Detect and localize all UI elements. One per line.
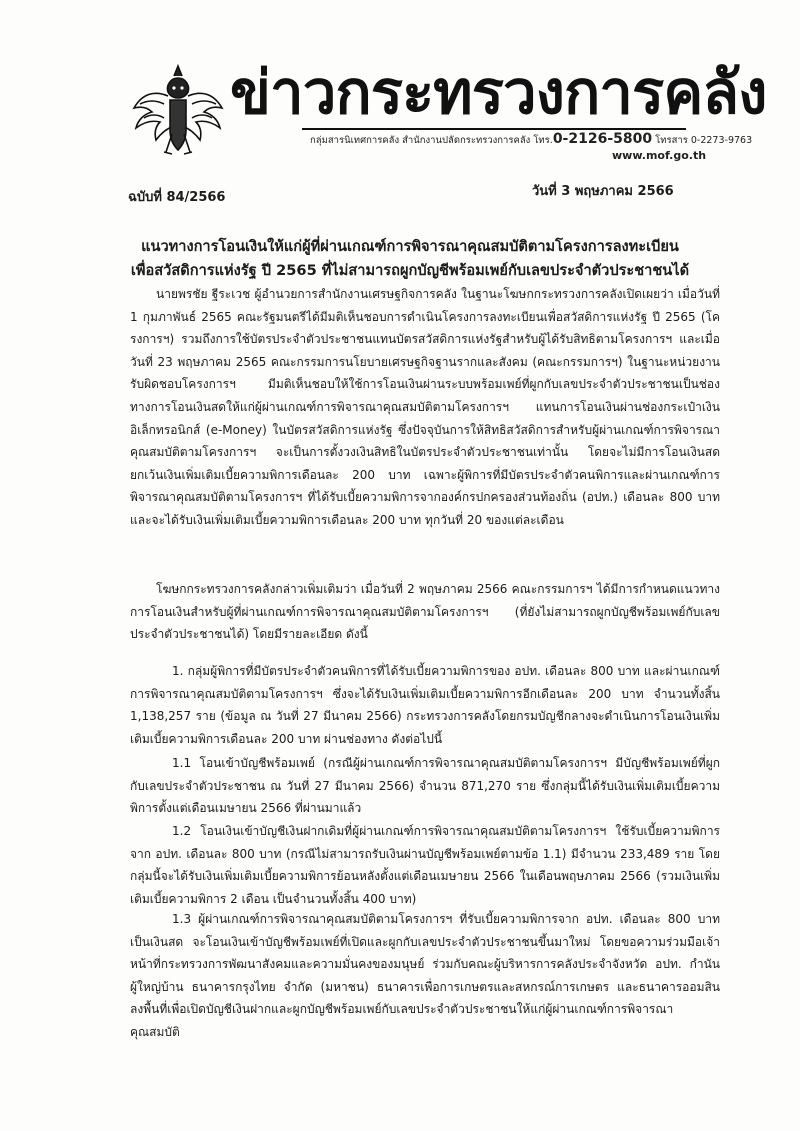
item-1-3 — [130, 908, 720, 1044]
title-line-2: เพื่อสวัสดิการแห่งรัฐ ปี 2565 ที่ไม่สามารถผูกบัญชีพร้อมเพย์กับเลขประจำตัวประชาชนได้ — [130, 262, 690, 279]
title-line-1: แนวทางการโอนเงินให้แก่ผู้ที่ผ่านเกณฑ์การพิจารณาคุณสมบัติตามโครงการลงทะเบียน — [141, 238, 679, 255]
item-1-2-text: 1.2 โอนเงินเข้าบัญชีเงินฝากเดิมที่ผู้ผ่านเกณฑ์การพิจารณาคุณสมบัติตามโครงการฯ ใช้รับเบี้ยความพิการจาก อปท. เดือนละ 800 บาท (กรณีไม่สามารถรับเงินผ่านบัญชีพร้อมเพย์ตามข้อ 1.1) มีจำนวน 233,489 ราย โดยกลุ่มนี้จะได้รับเงินเพิ่มเติมเบี้ยความพิการย้อนหลังตั้งแต่เดือนเมษายน 2566 ในเดือนพฤษภาคม 2566 (รวมเงินเพิ่มเติมเบี้ยความพิการ 2 เดือน เป็นจำนวนทั้งสิ้น 400 บาท) — [130, 824, 720, 906]
issue-date: วันที่ 3 พฤษภาคม 2566 — [532, 184, 674, 199]
issue-number: ฉบับที่ 84/2566 — [128, 190, 226, 205]
item-1-text: 1. กลุ่มผู้พิการที่มีบัตรประจำตัวคนพิการที่ได้รับเบี้ยความพิการของ อปท. เดือนละ 800 บาท และผ่านเกณฑ์การพิจารณาคุณสมบัติตามโครงการฯ ซึ่งจะได้รับเงินเพิ่มเติมเบี้ยความพิการอีกเดือนละ 200 บาท จำนวนทั้งสิ้น 1,138,257 ราย (ข้อมูล ณ วันที่ 27 มีนาคม 2566) กระทรวงการคลังโดยกรมบัญชีกลางจะดำเนินการโอนเงินเพิ่มเติมเบี้ยความพิการเดือนละ 200 บาท ผ่านช่องทาง ดังต่อไปนี้ — [130, 664, 720, 746]
paragraph-1 — [130, 283, 720, 532]
phone-number: 0-2126-5800 — [552, 131, 653, 147]
garuda-emblem-icon — [130, 60, 226, 158]
item-1-2 — [130, 820, 720, 910]
item-1 — [130, 660, 720, 750]
masthead-title: ข่าวกระทรวงการคลัง — [230, 58, 767, 128]
contact-prefix: กลุ่มสารนิเทศการคลัง สำนักงานปลัดกระทรวงการคลัง โทร. — [310, 135, 553, 146]
contact-line — [310, 131, 752, 148]
paragraph-2-text: โฆษกกระทรวงการคลังกล่าวเพิ่มเติมว่า เมื่อวันที่ 2 พฤษภาคม 2566 คณะกรรมการฯ ได้มีการกำหนดแนวทางการโอนเงินสำหรับผู้ที่ผ่านเกณฑ์การพิจารณาคุณสมบัติตามโครงการฯ (ที่ยังไม่สามารถผูกบัญชีพร้อมเพย์กับเลขประจำตัวประชาชนได้) โดยมีรายละเอียด ดังนี้ — [130, 582, 720, 642]
item-1-1 — [130, 752, 720, 820]
paragraph-2 — [130, 578, 720, 646]
paragraph-1-text: นายพรชัย ฐีระเวช ผู้อำนวยการสำนักงานเศรษฐกิจการคลัง ในฐานะโฆษกกระทรวงการคลังเปิดเผยว่า เมื่อวันที่ 1 กุมภาพันธ์ 2565 คณะรัฐมนตรีได้มีมติเห็นชอบการดำเนินโครงการลงทะเบียนเพื่อสวัสดิการแห่งรัฐ ปี 2565 (โครงการฯ) รวมถึงการใช้บัตรประจำตัวประชาชนแทนบัตรสวัสดิการแห่งรัฐสำหรับผู้ได้รับสิทธิตามโครงการฯ และเมื่อวันที่ 23 พฤษภาคม 2565 คณะกรรมการนโยบายเศรษฐกิจฐานรากและสังคม (คณะกรรมการฯ) ในฐานะหน่วยงานรับผิดชอบโครงการฯ มีมติเห็นชอบให้ใช้การโอนเงินผ่านระบบพร้อมเพย์ที่ผูกกับเลขประจำตัวประชาชนเป็นช่องทางการโอนเงินสดให้แก่ผู้ผ่านเกณฑ์การพิจารณาคุณสมบัติตามโครงการฯ แทนการโอนเงินผ่านช่องกระเป๋าเงินอิเล็กทรอนิกส์ (e-Money) ในบัตรสวัสดิการแห่งรัฐ ซึ่งปัจจุบันการให้สิทธิสวัสดิการสำหรับผู้ผ่านเกณฑ์การพิจารณาคุณสมบัติตามโครงการฯ จะเป็นการตั้งวงเงินสิทธิในบัตรประจำตัวประชาชนเท่านั้น โดยจะไม่มีการโอนเงินสด ยกเว้นเงินเพิ่มเติมเบี้ยความพิการเดือนละ 200 บาท เฉพาะผู้พิการที่มีบัตรประจำตัวคนพิการและผ่านเกณฑ์การพิจารณาคุณสมบัติตามโครงการฯ ที่ได้รับเบี้ยความพิการจากองค์กรปกครองส่วนท้องถิ่น (อปท.) เดือนละ 800 บาท และจะได้รับเงินเพิ่มเติมเบี้ยความพิการเดือนละ 200 บาท ทุกวันที่ 20 ของแต่ละเดือน — [130, 287, 720, 527]
item-1-1-text: 1.1 โอนเข้าบัญชีพร้อมเพย์ (กรณีผู้ผ่านเกณฑ์การพิจารณาคุณสมบัติตามโครงการฯ มีบัญชีพร้อมเพย์ที่ผูกกับเลขประจำตัวประชาชน ณ วันที่ 27 มีนาคม 2566) จำนวน 871,270 ราย ซึ่งกลุ่มนี้ได้รับเงินเพิ่มเติมเบี้ยความพิการตั้งแต่เดือนเมษายน 2566 ที่ผ่านมาแล้ว — [130, 756, 720, 816]
masthead-divider — [302, 128, 686, 130]
fax-number: โทรสาร 0-2273-9763 — [655, 135, 753, 146]
item-1-3-text: 1.3 ผู้ผ่านเกณฑ์การพิจารณาคุณสมบัติตามโครงการฯ ที่รับเบี้ยความพิการจาก อปท. เดือนละ 800 บาท เป็นเงินสด จะโอนเงินเข้าบัญชีพร้อมเพย์ที่เปิดและผูกกับเลขประจำตัวประชาชนขึ้นมาใหม่ โดยขอความร่วมมือเจ้าหน้าที่กระทรวงการพัฒนาสังคมและความมั่นคงของมนุษย์ ร่วมกับคณะผู้บริหารการคลังประจำจังหวัด อปท. กำนัน ผู้ใหญ่บ้าน ธนาคารกรุงไทย จำกัด (มหาชน) ธนาคารเพื่อการเกษตรและสหกรณ์การเกษตร และธนาคารออมสิน ลงพื้นที่เพื่อเปิดบัญชีเงินฝากและผูกบัญชีพร้อมเพย์กับเลขประจำตัวประชาชนให้แก่ผู้ผ่านเกณฑ์การพิจารณาคุณสมบัติ — [130, 912, 720, 1039]
document-title — [100, 235, 720, 283]
press-release-header — [130, 58, 767, 168]
website-url: www.mof.go.th — [612, 149, 707, 162]
